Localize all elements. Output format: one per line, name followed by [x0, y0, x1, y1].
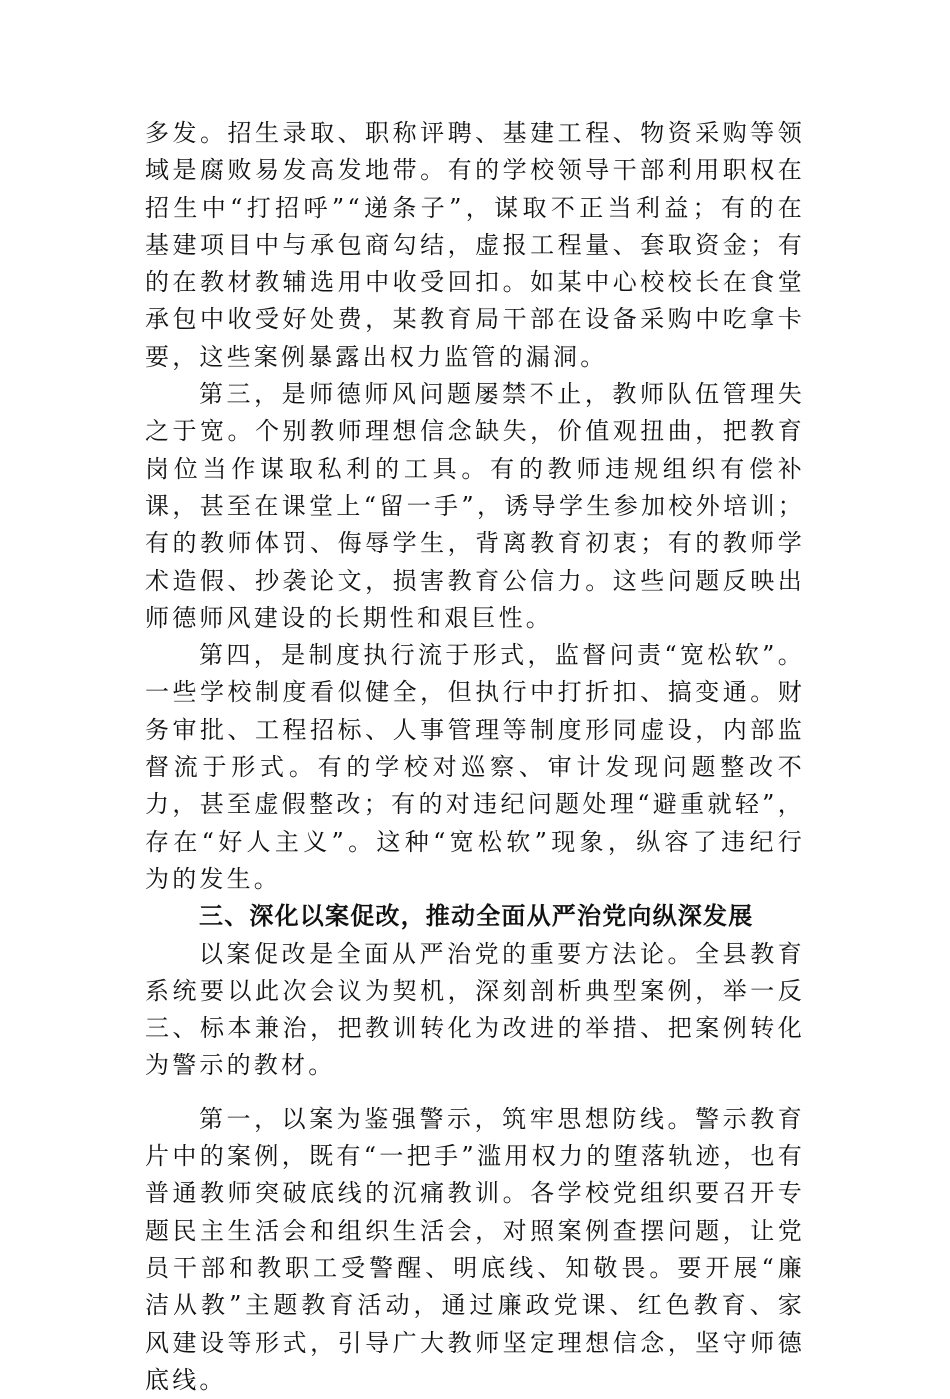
paragraph-first-measure: 第一，以案为鉴强警示，筑牢思想防线。警示教育片中的案例，既有“一把手”滥用权力的堕落轨迹，也有普通教师突破底线的沉痛教训。各学校党组织要召开专题民主生活会和组织生活会，对照案例查摆问题，让党员干部和教职工受警醒、明底线、知敬畏。要开展“廉洁从教”主题教育活动，通过廉政党课、红色教育、家风建设等形式，引导广大教师坚定理想信念，坚守师德底线。 — [145, 1104, 805, 1394]
paragraph-fourth-point: 第四，是制度执行流于形式，监督问责“宽松软”。一些学校制度看似健全，但执行中打折扣、搞变通。财务审批、工程招标、人事管理等制度形同虚设，内部监督流于形式。有的学校对巡察、审计发现问题整改不力，甚至虚假整改；有的对违纪问题处理“避重就轻”，存在“好人主义”。这种“宽松软”现象，纵容了违纪行为的发生。 — [145, 641, 805, 893]
document-page — [145, 115, 805, 1399]
paragraph-third-point: 第三，是师德师风问题屡禁不止，教师队伍管理失之于宽。个别教师理想信念缺失，价值观扭曲，把教育岗位当作谋取私利的工具。有的教师违规组织有偿补课，甚至在课堂上“留一手”，诱导学生参加校外培训；有的教师体罚、侮辱学生，背离教育初衷；有的教师学术造假、抄袭论文，损害教育公信力。这些问题反映出师德师风建设的长期性和艰巨性。 — [145, 380, 805, 632]
paragraph-continuation: 多发。招生录取、职称评聘、基建工程、物资采购等领域是腐败易发高发地带。有的学校领导干部利用职权在招生中“打招呼”“递条子”，谋取不正当利益；有的在基建项目中与承包商勾结，虚报工程量、套取资金；有的在教材教辅选用中收受回扣。如某中心校校长在食堂承包中收受好处费，某教育局干部在设备采购中吃拿卡要，这些案例暴露出权力监管的漏洞。 — [145, 119, 805, 371]
section-heading: 三、深化以案促改，推动全面从严治党向纵深发展 — [199, 902, 754, 931]
paragraph-section-intro: 以案促改是全面从严治党的重要方法论。全县教育系统要以此次会议为契机，深刻剖析典型案例，举一反三、标本兼治，把教训转化为改进的举措、把案例转化为警示的教材。 — [145, 939, 805, 1080]
